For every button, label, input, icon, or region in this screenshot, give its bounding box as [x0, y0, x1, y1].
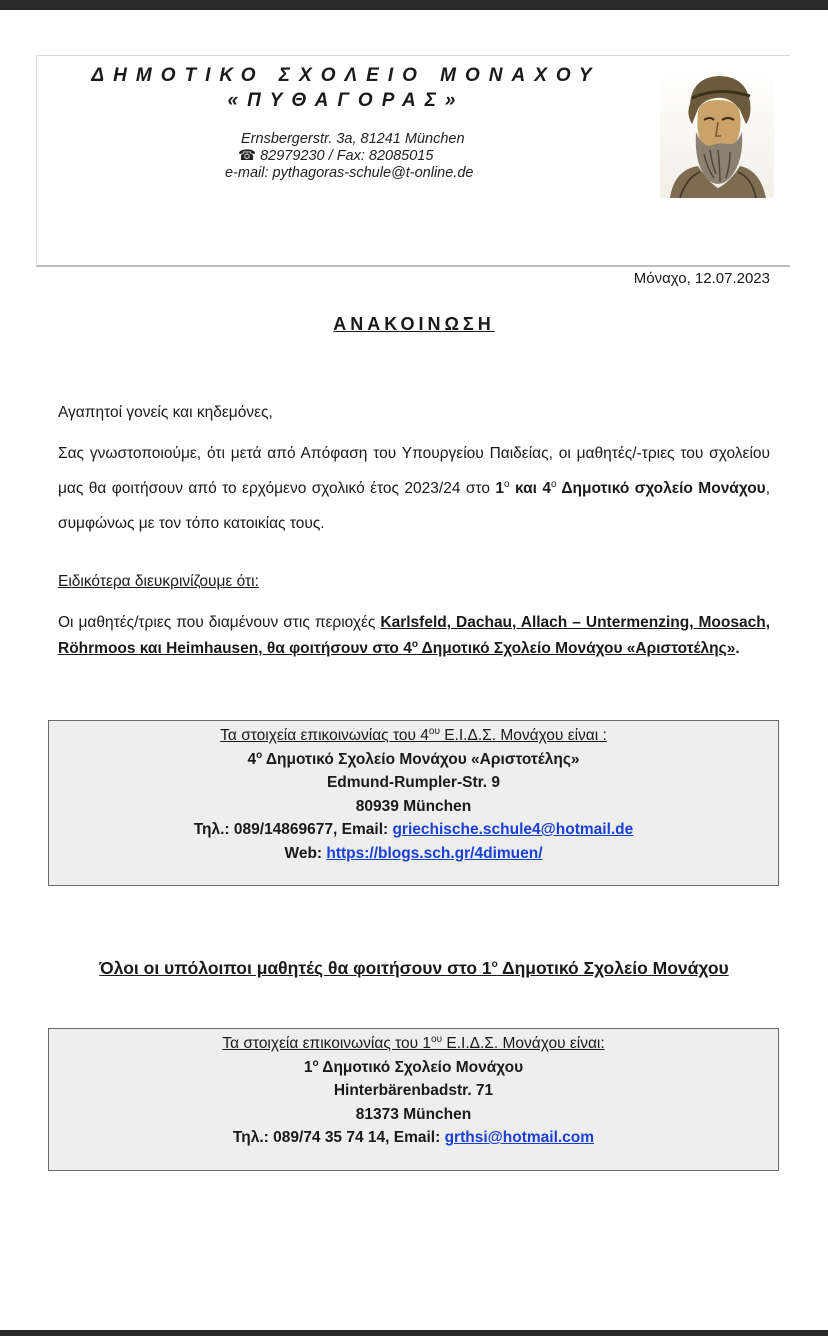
areas-paragraph: Οι μαθητές/τριες που διαμένουν στις περιοχές Karlsfeld, Dachau, Allach – Untermenzing, Moosach, Röhrmoos και Heimhausen, θα φοιτήσουν στο $4^o$ Δημοτικό Σχολείο Μονάχου «Αριστοτέλης». [58, 614, 770, 657]
box1-phone-email: Τηλ.: 089/74 35 74 14, Email: grthsi@hotmail.com [232, 1129, 595, 1146]
greeting: Αγαπητοί γονείς και κηδεμόνες, [58, 404, 273, 421]
telephone-icon: ☎ [238, 148, 257, 164]
school-email: e-mail: pythagoras-schule@t-online.de [225, 165, 474, 181]
box1-heading: Τα στοιχεία επικοινωνίας του $1^{o\upsilon}$ Ε.Ι.Δ.Σ. Μονάχου είναι: [222, 1033, 605, 1052]
letter-date: Μόναχο, 12.07.2023 [633, 270, 770, 287]
box4-phone-email: Τηλ.: 089/14869677, Email: griechische.schule4@hotmail.de [193, 821, 634, 838]
phone-fax-text: 82979230 / Fax: 82085015 [260, 148, 434, 164]
announcement-title: ΑΝΑΚΟΙΝΩΣΗ [333, 314, 495, 334]
school-phone-fax [238, 147, 433, 165]
top-edge-bar [0, 0, 828, 10]
bottom-edge-bar [0, 1330, 828, 1336]
pythagoras-portrait [660, 66, 774, 198]
box1-street: Hinterbärenbadstr. 71 [333, 1082, 494, 1099]
box4-city: 80939 München [355, 797, 472, 815]
school-address: Ernsbergerstr. 3a, 81241 München [241, 131, 465, 147]
box4-street: Edmund-Rumpler-Str. 9 [326, 774, 501, 791]
box4-web: Web: https://blogs.sch.gr/4dimuen/ [284, 844, 543, 862]
box4-heading: Τα στοιχεία επικοινωνίας του $4^{o\upsilon}$ Ε.Ι.Δ.Σ. Μονάχου είναι : [220, 725, 607, 744]
box1-email-link[interactable]: grthsi@hotmail.com [444, 1129, 595, 1146]
others-statement: Όλοι οι υπόλοιποι μαθητές θα φοιτήσουν στο $1^o$ Δημοτικό Σχολείο Μονάχου [99, 958, 729, 978]
school-4-contact-box [48, 720, 779, 886]
box4-email-link[interactable]: griechische.schule4@hotmail.de [392, 821, 634, 838]
box4-school-name: $4^o$ Δημοτικό Σχολείο Μονάχου «Αριστοτέλης» [247, 749, 580, 768]
school-name: ΔΗΜΟΤΙΚΟ ΣΧΟΛΕΙΟ ΜΟΝΑΧΟΥ [91, 65, 601, 86]
school-nickname: «ΠΥΘΑΓΟΡΑΣ» [227, 90, 465, 111]
intro-paragraph: Σας γνωστοποιούμε, ότι μετά από Απόφαση του Υπουργείου Παιδείας, οι μαθητές/-τριες του σχολείου μας θα φοιτήσουν από το ερχόμενο σχολικό έτος 2023/24 στο $1^o$ και $4^o$ Δημοτικό σχολείο Μονάχου, συμφώνως με τον τόπο κατοικίας τους. [58, 445, 771, 532]
box4-web-link[interactable]: https://blogs.sch.gr/4dimuen/ [326, 844, 543, 862]
specifics-heading: Ειδικότερα διευκρινίζουμε ότι: [58, 573, 259, 590]
box1-city: 81373 München [355, 1105, 472, 1123]
school-1-contact-box [48, 1028, 779, 1171]
box1-school-name: $1^o$ Δημοτικό Σχολείο Μονάχου [303, 1057, 524, 1076]
